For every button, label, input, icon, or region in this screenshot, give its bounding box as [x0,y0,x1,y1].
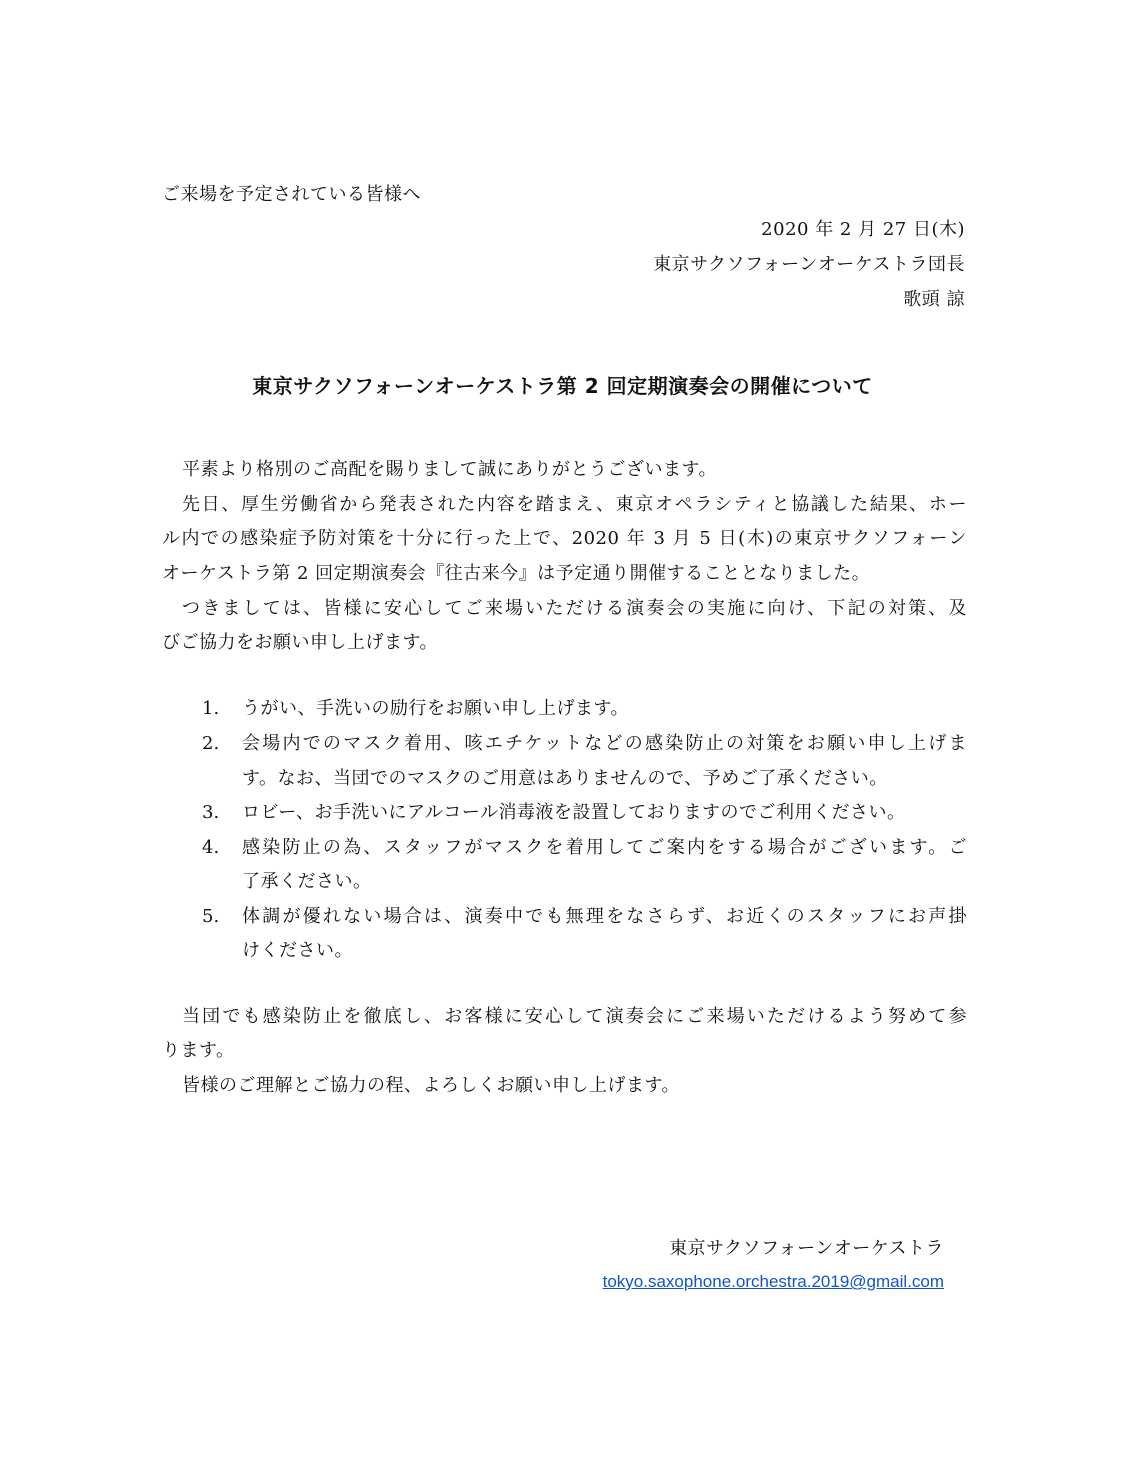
list-item-number: 3. [202,802,220,823]
body-line: ル内での感染症予防対策を十分に行った上で、2020 年 3 月 5 日(木)の東京サクソフォーン [162,528,967,549]
closing-line: 当団でも感染防止を徹底し、お客様に安心して演奏会にご来場いただけるよう努めて参 [182,1006,967,1027]
body-line: つきましては、皆様に安心してご来場いただける演奏会の実施に向け、下記の対策、及 [182,598,967,619]
body-line: オーケストラ第 2 回定期演奏会『往古来今』は予定通り開催することとなりました。 [162,563,871,584]
list-item-number: 2. [202,733,220,754]
list-item-text: ロビー、お手洗いにアルコール消毒液を設置しておりますのでご利用ください。 [242,802,906,823]
body-line: 平素より格別のご高配を賜りまして誠にありがとうございます。 [182,459,718,480]
contact-email-link[interactable]: tokyo.saxophone.orchestra.2019@gmail.com [602,1272,944,1291]
body-line: びご協力をお願い申し上げます。 [162,632,439,653]
body-line: 先日、厚生労働省から発表された内容を踏まえ、東京オペラシティと協議した結果、ホー [182,494,967,515]
list-item-text: けください。 [242,940,353,961]
sender-name: 歌頭 諒 [903,289,965,310]
list-item-text: 了承ください。 [242,871,372,892]
closing-line: 皆様のご理解とご協力の程、よろしくお願い申し上げます。 [182,1075,681,1096]
sender-org-title: 東京サクソフォーンオーケストラ団長 [653,254,965,275]
list-item-number: 4. [202,837,220,858]
closing-line: ります。 [162,1040,235,1061]
list-item-text: 体調が優れない場合は、演奏中でも無理をなさらず、お近くのスタッフにお声掛 [242,906,967,927]
salutation: ご来場を予定されている皆様へ [162,184,421,205]
list-item-number: 1. [202,698,220,719]
list-item-text: す。なお、当団でのマスクのご用意はありませんので、予めご了承ください。 [242,768,888,789]
list-item-text: うがい、手洗いの励行をお願い申し上げます。 [242,698,630,719]
letter-title: 東京サクソフォーンオーケストラ第 2 回定期演奏会の開催について [252,374,873,398]
list-item-text: 感染防止の為、スタッフがマスクを着用してご案内をする場合がございます。ご [242,837,967,858]
signature-org: 東京サクソフォーンオーケストラ [669,1238,944,1259]
letter-date: 2020 年 2 月 27 日(木) [761,219,965,240]
list-item-number: 5. [202,906,220,927]
list-item-text: 会場内でのマスク着用、咳エチケットなどの感染防止の対策をお願い申し上げま [242,733,967,754]
